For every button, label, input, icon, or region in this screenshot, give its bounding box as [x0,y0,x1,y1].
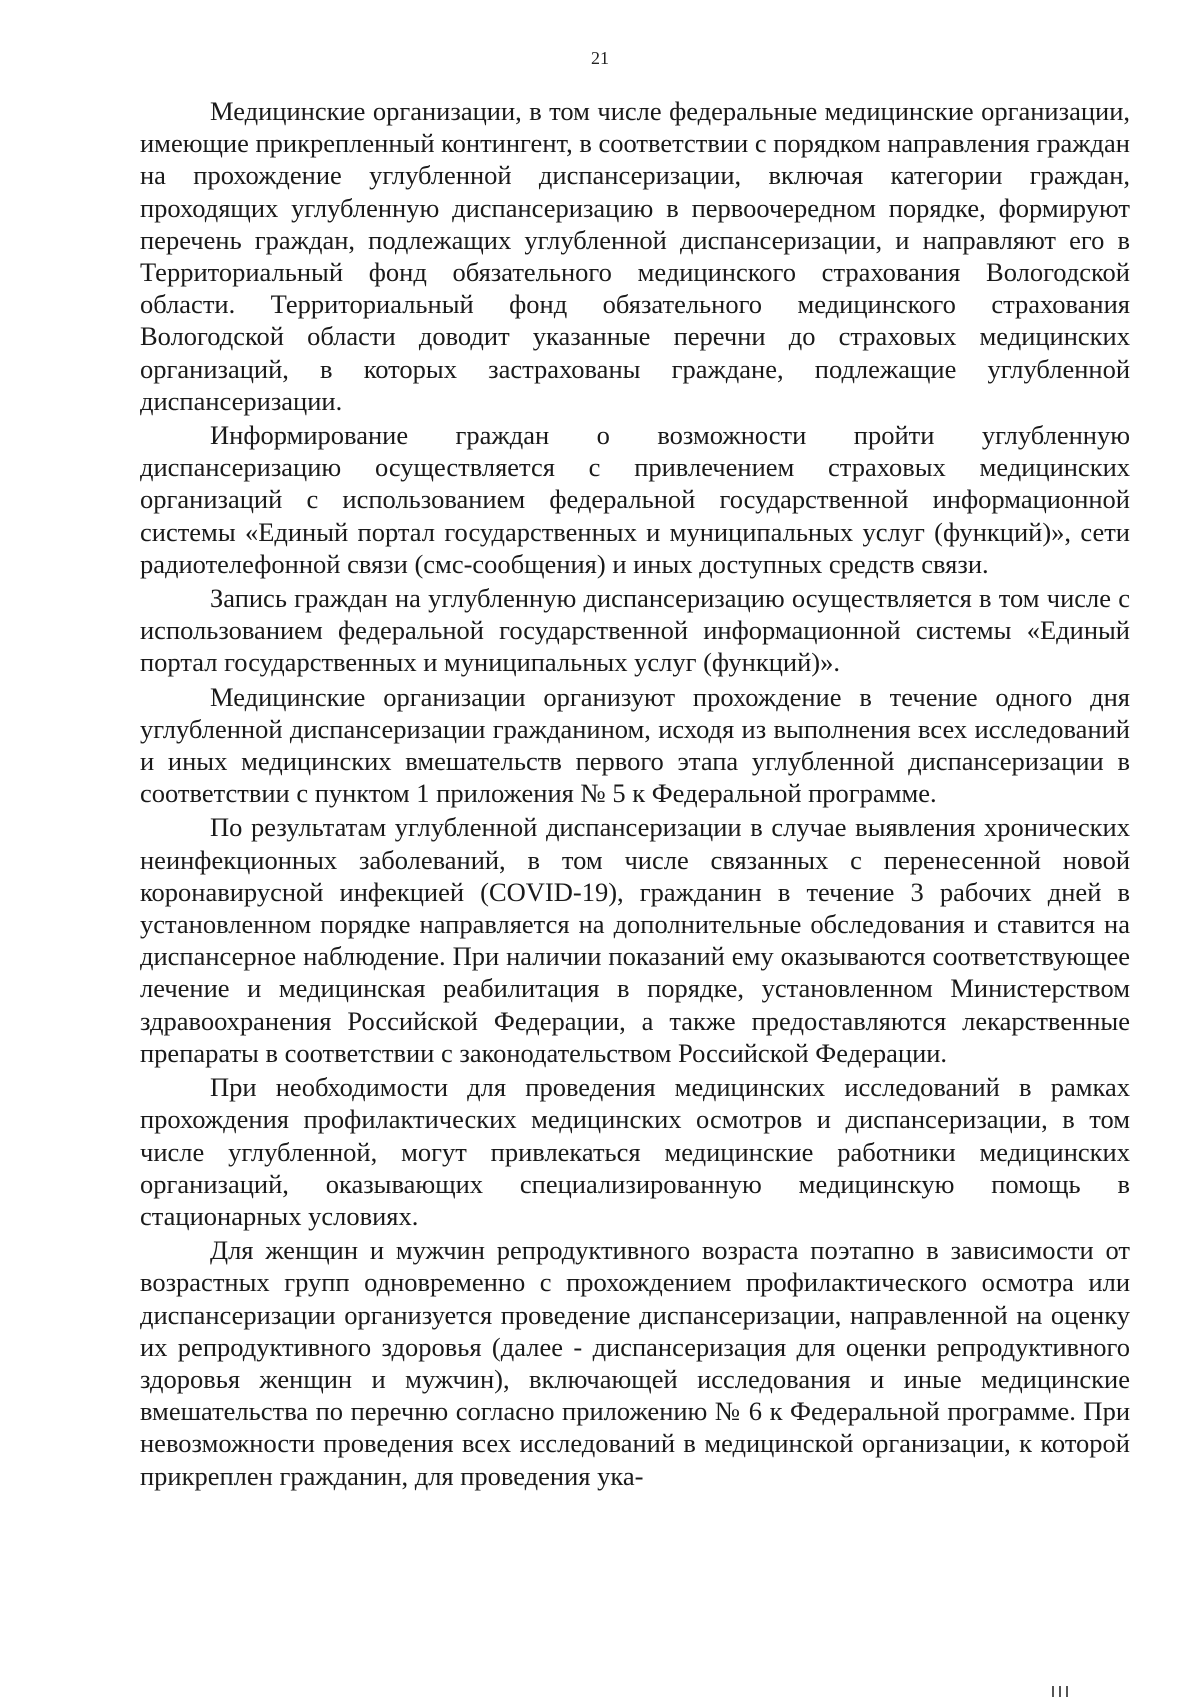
paragraph: Медицинские организации, в том числе федеральные медицинские организации, имеющие прикрепленный контингент, в соответствии с порядком направления граждан на прохождение углубленной диспансеризации, включая категории граждан, проходящих углубленную диспансеризацию в первоочередном порядке, формируют перечень граждан, подлежащих углубленной диспансеризации, и направляют его в Территориальный фонд обязательного медицинского страхования Вологодской области. Территориальный фонд обязательного медицинского страхования Вологодской области доводит указанные перечни до страховых медицинских организаций, в которых застрахованы граждане, подлежащие углубленной диспансеризации. [140,96,1130,416]
paragraph: Информирование граждан о возможности пройти углубленную диспансеризацию осуществляется с привлечением страховых медицинских организаций с использованием федеральной государственной информационной системы «Единый портал государственных и муниципальных услуг (функций)», сети радиотелефонной связи (смс-сообщения) и иных доступных средств связи. [140,420,1130,579]
paragraph: Для женщин и мужчин репродуктивного возраста поэтапно в зависимости от возрастных групп одновременно с прохождением профилактического осмотра или диспансеризации организуется проведение диспансеризации, направленной на оценку их репродуктивного здоровья (далее - диспансеризация для оценки репродуктивного здоровья женщин и мужчин), включающей исследования и иные медицинские вмешательства по перечню согласно приложению № 6 к Федеральной программе. При невозможности проведения всех исследований в медицинской организации, к которой прикреплен гражданин, для проведения ука- [140,1235,1130,1491]
document-body [140,95,1130,1494]
paragraph: По результатам углубленной диспансеризации в случае выявления хронических неинфекционных заболеваний, в том числе связанных с перенесенной новой коронавирусной инфекцией (COVID-19), гражданин в течение 3 рабочих дней в установленном порядке направляется на дополнительные обследования и ставится на диспансерное наблюдение. При наличии показаний ему оказываются соответствующее лечение и медицинская реабилитация в порядке, установленном Министерством здравоохранения Российской Федерации, а также предоставляются лекарственные препараты в соответствии с законодательством Российской Федерации. [140,812,1130,1068]
scan-artifact [1052,1684,1092,1697]
scan-tick [1059,1686,1061,1697]
scan-tick [1066,1686,1068,1697]
paragraph: Запись граждан на углубленную диспансеризацию осуществляется в том числе с использованием федеральной государственной информационной системы «Единый портал государственных и муниципальных услуг (функций)». [140,583,1130,678]
page-number: 21 [591,48,609,68]
scan-tick [1052,1686,1054,1697]
paragraph: Медицинские организации организуют прохождение в течение одного дня углубленной диспансеризации гражданином, исходя из выполнения всех исследований и иных медицинских вмешательств первого этапа углубленной диспансеризации в соответствии с пунктом 1 приложения № 5 к Федеральной программе. [140,681,1130,809]
paragraph: При необходимости для проведения медицинских исследований в рамках прохождения профилактических медицинских осмотров и диспансеризации, в том числе углубленной, могут привлекаться медицинские работники медицинских организаций, оказывающих специализированную медицинскую помощь в стационарных условиях. [140,1072,1130,1231]
